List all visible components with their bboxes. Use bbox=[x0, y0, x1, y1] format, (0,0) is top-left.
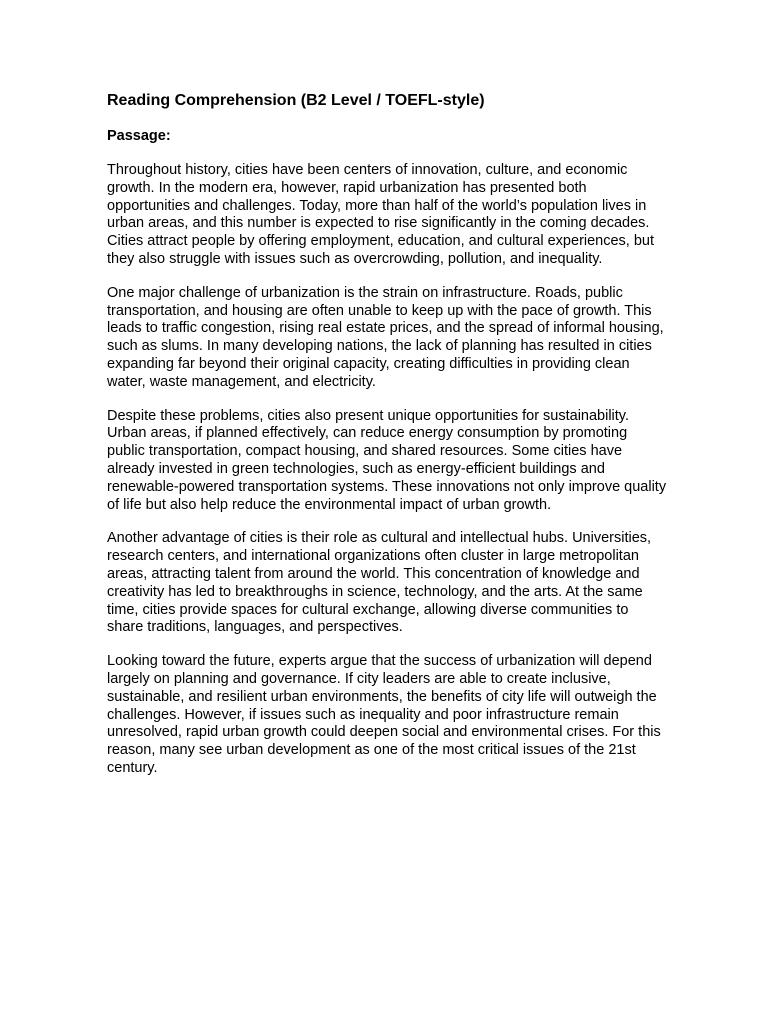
document-page bbox=[107, 91, 667, 778]
passage-paragraph-1: Throughout history, cities have been centers of innovation, culture, and economic growth. In the modern era, however, rapid urbanization has presented both opportunities and challenges. Today, more than half of the world’s population lives in urban areas, and this number is expected to rise significantly in the coming decades. Cities attract people by offering employment, education, and cultural experiences, but they also struggle with issues such as overcrowding, pollution, and inequality. bbox=[107, 162, 655, 267]
passage-paragraph-2: One major challenge of urbanization is the strain on infrastructure. Roads, public transportation, and housing are often unable to keep up with the pace of growth. This leads to traffic congestion, rising real estate prices, and the spread of informal housing, such as slums. In many developing nations, the lack of planning has resulted in cities expanding far beyond their original capacity, creating difficulties in providing clean water, waste management, and electricity. bbox=[107, 284, 664, 390]
passage-paragraph-3: Despite these problems, cities also present unique opportunities for sustainability. Urban areas, if planned effectively, can reduce energy consumption by promoting public transportation, compact housing, and shared resources. Some cities have already invested in green technologies, such as energy-efficient buildings and renewable-powered transportation systems. These innovations not only improve quality of life but also help reduce the environmental impact of urban growth. bbox=[107, 407, 667, 513]
passage-paragraph-5: Looking toward the future, experts argue that the success of urbanization will depend largely on planning and governance. If city leaders are able to create inclusive, sustainable, and resilient urban environments, the benefits of city life will outweigh the challenges. However, if issues such as inequality and poor infrastructure remain unresolved, rapid urban growth could deepen social and environmental crises. For this reason, many see urban development as one of the most critical issues of the 21st century. bbox=[107, 653, 661, 776]
document-title: Reading Comprehension (B2 Level / TOEFL-style) bbox=[107, 92, 485, 109]
passage-paragraph-4: Another advantage of cities is their role as cultural and intellectual hubs. Universities, research centers, and international organizations often cluster in large metropolitan areas, attracting talent from around the world. This concentration of knowledge and creativity has led to breakthroughs in science, technology, and the arts. At the same time, cities provide spaces for cultural exchange, allowing diverse communities to share traditions, languages, and perspectives. bbox=[107, 530, 652, 636]
passage-label: Passage: bbox=[107, 128, 171, 144]
